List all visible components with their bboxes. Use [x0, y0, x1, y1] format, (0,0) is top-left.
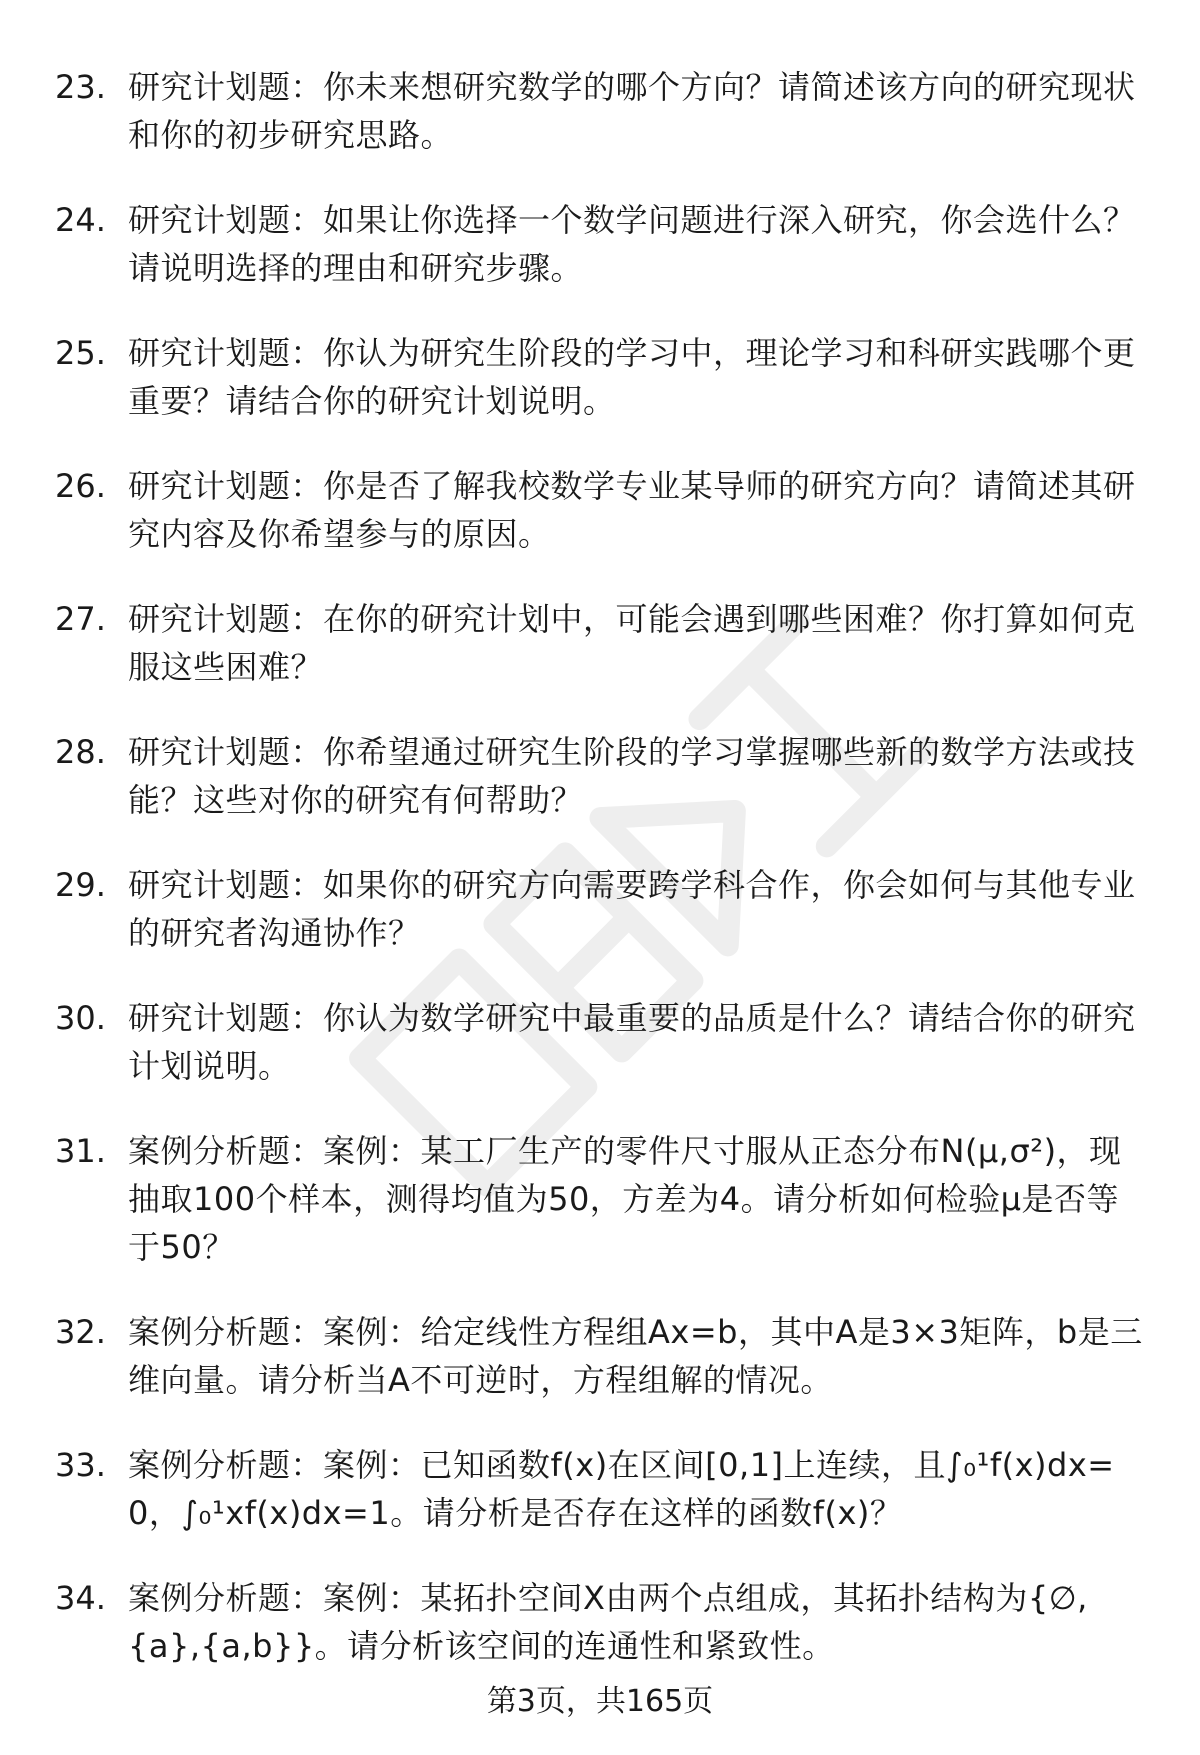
question-text: 研究计划题：你认为数学研究中最重要的品质是什么？请结合你的研究计划说明。: [128, 999, 1136, 1085]
question-item: [0, 329, 1200, 425]
question-number: 27.: [55, 600, 106, 638]
question-text: 研究计划题：你希望通过研究生阶段的学习掌握哪些新的数学方法或技能？这些对你的研究有何帮助？: [128, 733, 1136, 819]
question-text: 研究计划题：如果让你选择一个数学问题进行深入研究，你会选什么？请说明选择的理由和研究步骤。: [128, 201, 1136, 287]
question-item: [0, 861, 1200, 957]
question-text: 研究计划题：在你的研究计划中，可能会遇到哪些困难？你打算如何克服这些困难？: [128, 600, 1136, 686]
question-number: 34.: [55, 1579, 106, 1617]
question-list: [0, 63, 1200, 1707]
question-item: [0, 1574, 1200, 1670]
question-item: [0, 595, 1200, 691]
question-number: 23.: [55, 68, 106, 106]
question-item: [0, 63, 1200, 159]
question-number: 33.: [55, 1446, 106, 1484]
question-text: 研究计划题：如果你的研究方向需要跨学科合作，你会如何与其他专业的研究者沟通协作？: [128, 866, 1136, 952]
question-number: 26.: [55, 467, 106, 505]
question-item: [0, 728, 1200, 824]
question-text: 案例分析题：案例：某工厂生产的零件尺寸服从正态分布N(μ,σ²)，现抽取100个样本，测得均值为50，方差为4。请分析如何检验μ是否等于50？: [128, 1132, 1122, 1266]
question-number: 32.: [55, 1313, 106, 1351]
question-number: 24.: [55, 201, 106, 239]
question-item: [0, 1308, 1200, 1404]
question-number: 25.: [55, 334, 106, 372]
question-text: 研究计划题：你是否了解我校数学专业某导师的研究方向？请简述其研究内容及你希望参与的原因。: [128, 467, 1136, 553]
question-item: [0, 196, 1200, 292]
question-text: 案例分析题：案例：已知函数f(x)在区间[0,1]上连续，且∫₀¹f(x)dx=0，∫₀¹xf(x)dx=1。请分析是否存在这样的函数f(x)？: [128, 1446, 1115, 1532]
question-text: 案例分析题：案例：某拓扑空间X由两个点组成，其拓扑结构为{∅,{a},{a,b}}。请分析该空间的连通性和紧致性。: [128, 1579, 1088, 1665]
question-item: [0, 994, 1200, 1090]
question-item: [0, 1441, 1200, 1537]
question-number: 30.: [55, 999, 106, 1037]
question-text: 研究计划题：你未来想研究数学的哪个方向？请简述该方向的研究现状和你的初步研究思路。: [128, 68, 1136, 154]
question-item: [0, 462, 1200, 558]
page-number-footer: 第3页，共165页: [486, 1684, 714, 1719]
question-text: 案例分析题：案例：给定线性方程组Ax=b，其中A是3×3矩阵，b是三维向量。请分析当A不可逆时，方程组解的情况。: [128, 1313, 1143, 1399]
question-number: 31.: [55, 1132, 106, 1170]
question-item: [0, 1127, 1200, 1271]
question-text: 研究计划题：你认为研究生阶段的学习中，理论学习和科研实践哪个更重要？请结合你的研究计划说明。: [128, 334, 1136, 420]
question-number: 29.: [55, 866, 106, 904]
question-number: 28.: [55, 733, 106, 771]
